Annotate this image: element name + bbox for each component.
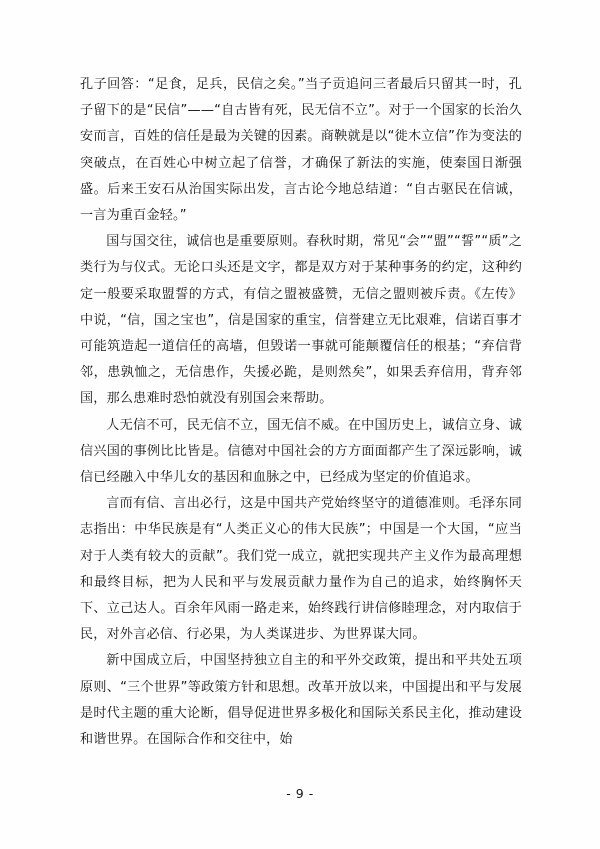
page-number: - 9 - bbox=[286, 786, 314, 801]
paragraph: 国与国交往，诚信也是重要原则。春秋时期，常见“会”“盟”“誓”“质”之类行为与仪式。无论口头还是文字，都是双方对于某种事务的约定，这种约定一般要采取盟誓的方式，有信之盟被盛赞，无信之盟则被斥责。《左传》中说，“信，国之宝也”，信是国家的重宝，信誉建立无比艰难，信诺百事才可能筑造起一道信任的高墙，但毁诺一事就可能颠覆信任的根基；“弃信背邻，患孰恤之，无信患作，失援必跪，是则然矣”，如果丢弃信用，背弃邻国，那么患难时恐怕就没有别国会来帮助。 bbox=[80, 234, 522, 407]
paragraph: 新中国成立后，中国坚持独立自主的和平外交政策，提出和平共处五项原则、“三个世界”等政策方针和思想。改革开放以来，中国提出和平与发展是时代主题的重大论断，倡导促进世界多极化和国际关系民主化，推动建设和谐世界。在国际合作和交往中，始 bbox=[80, 653, 522, 748]
document-body bbox=[80, 72, 522, 753]
paragraph: 孔子回答：“足食，足兵，民信之矣。”当子贡追问三者最后只留其一时，孔子留下的是“民信”——“自古皆有死，民无信不立”。对于一个国家的长治久安而言，百姓的信任是最为关键的因素。商鞅就是以“徙木立信”作为变法的突破点，在百姓心中树立起了信誉，才确保了新法的实施，使秦国日渐强盛。后来王安石从治国实际出发，言古论今地总结道：“自古驱民在信诚，一言为重百金轻。” bbox=[80, 77, 522, 224]
paragraph: 言而有信、言出必行，这是中国共产党始终坚守的道德准则。毛泽东同志指出：中华民族是有“人类正义心的伟大民族”；中国是一个大国，“应当对于人类有较大的贡献”。我们党一成立，就把实现共产主义作为最高理想和最终目标，把为人民和平与发展贡献力量作为自己的追求，始终胸怀天下、立己达人。百余年风雨一路走来，始终践行讲信修睦理念，对内取信于民，对外言必信、行必果，为人类谋进步、为世界谋大同。 bbox=[80, 496, 522, 643]
paragraph: 人无信不可，民无信不立，国无信不威。在中国历史上，诚信立身、诚信兴国的事例比比皆是。信德对中国社会的方方面面都产生了深远影响，诚信已经融入中华儿女的基因和血脉之中，已经成为坚定的价值追求。 bbox=[80, 417, 522, 486]
